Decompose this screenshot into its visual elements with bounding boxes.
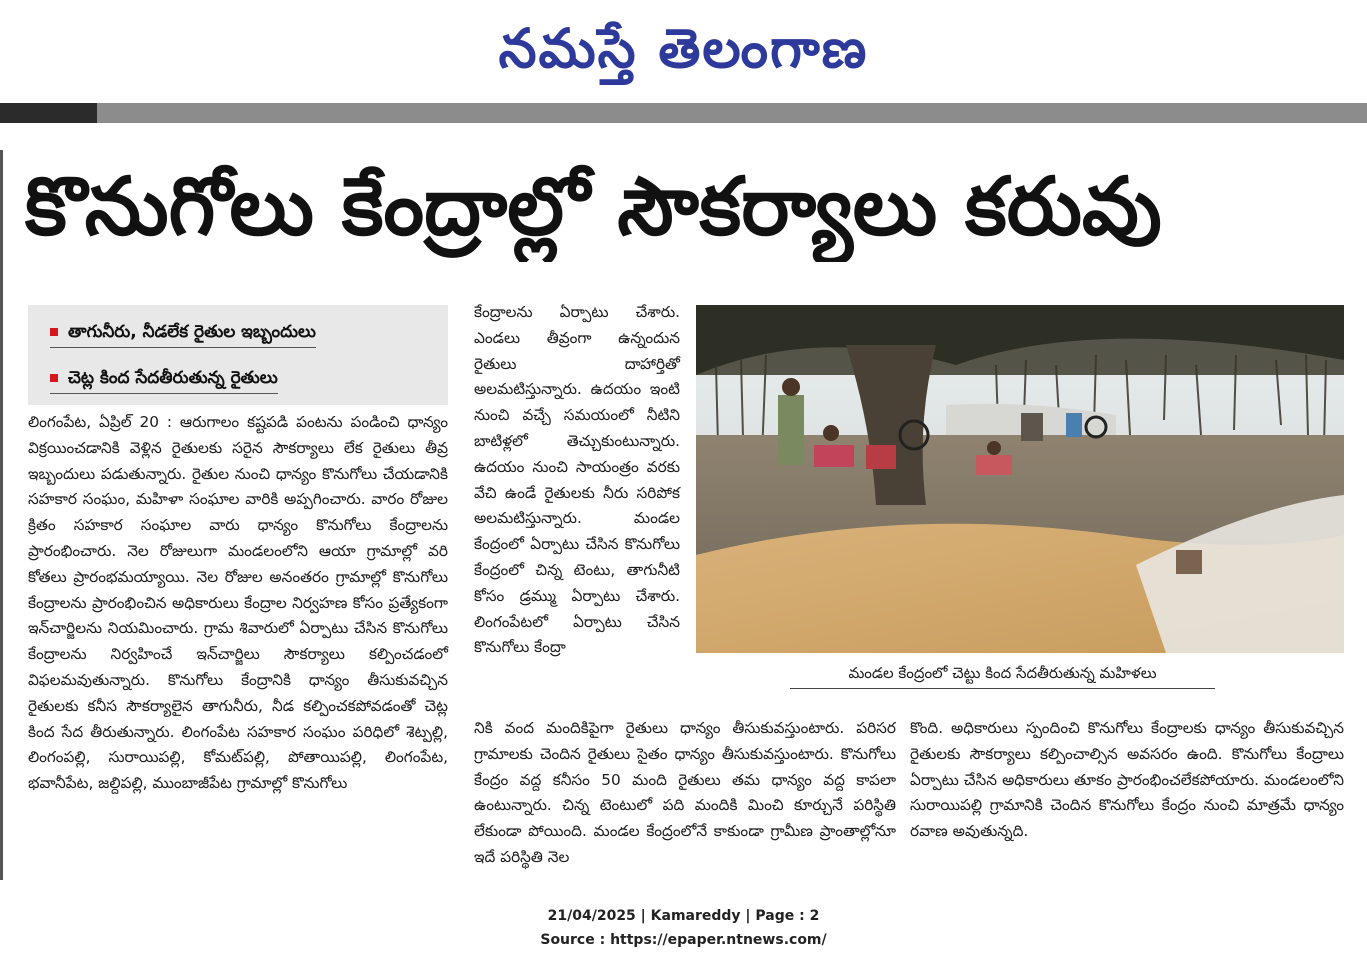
masthead-logo: నమస్తే తెలంగాణ (498, 16, 869, 80)
article-text: నికి వంద మందికిపైగా రైతులు ధాన్యం తీసుకువస్తుంటారు. పరిసర గ్రామాలకు చెందిన రైతులు సైతం ధాన్యం తీసుకువస్తుంటారు. కొనుగోలు కేంద్రం వద్ద కనీసం 50 మంది రైతులు తమ ధాన్యం వద్ద కాపలా ఉంటున్నారు. చిన్న టెంటులో పది మందికి మించి కూర్చునే పరిస్థితి లేకుండా పోయింది. మండల కేంద్రంలోనే కాకుండా గ్రామీణ ప్రాంతాల్లోనూ ఇదే పరిస్థితి నెల (474, 719, 896, 866)
red-bullet-icon (50, 328, 58, 336)
article-headline: కొనుగోలు కేంద్రాల్లో సౌకర్యాలు కరువు (25, 160, 1162, 253)
header-rule (0, 103, 1367, 123)
article-text: కొంది. అధికారులు స్పందించి కొనుగోలు కేంద్రాలకు ధాన్యం తీసుకువచ్చిన రైతులకు సౌకర్యాలు కల్పించాల్సిన అవసరం ఉంది. కొనుగోలు కేంద్రాలు ఏర్పాటు చేసిన అధికారులు తూకం ప్రారంభించలేకపోయారు. మండలంలోని సురాయిపల్లి గ్రామానికి చెందిన కొనుగోలు కేంద్రం నుంచి మాత్రమే ధాన్యం రవాణ అవుతున్నది. (910, 719, 1344, 841)
header-rule-dark (0, 103, 97, 123)
article-column-2 (474, 300, 680, 690)
highlight-item (50, 317, 316, 348)
article-column-1 (28, 410, 448, 880)
article-column-3 (910, 716, 1344, 881)
red-bullet-icon (50, 374, 58, 382)
left-border (0, 150, 3, 880)
news-photo (696, 305, 1344, 653)
article-column-2b (474, 716, 896, 881)
footer-source-line: Source : https://epaper.ntnews.com/ (540, 932, 827, 948)
highlight-text: తాగునీరు, నీడలేక రైతుల ఇబ్బందులు (68, 322, 316, 342)
highlight-text: చెట్ల కింద సేదతీరుతున్న రైతులు (68, 368, 278, 388)
highlight-item (50, 363, 278, 394)
footer-date-line: 21/04/2025 | Kamareddy | Page : 2 (547, 908, 820, 924)
highlights-box (28, 305, 448, 405)
photo-illustration (696, 305, 1344, 653)
article-text: లింగంపేట, ఏప్రిల్ 20 : ఆరుగాలం కష్టపడి పంటను పండించి ధాన్యం విక్రయించడానికి వెళ్లిన రైతులకు సరైన సౌకర్యాలు లేక రైతులు తీవ్ర ఇబ్బందులు పడుతున్నారు. రైతుల నుంచి ధాన్యం కొనుగోలు చేయడానికి సహకార సంఘం, మహిళా సంఘాల వారికి అప్పగించారు. వారం రోజుల క్రితం సహకార సంఘాల వారు ధాన్యం కొనుగోలు కేంద్రాలను ప్రారంభించారు. నెల రోజులుగా మండలంలోని ఆయా గ్రామాల్లో వరి కోతలు ప్రారంభమయ్యాయి. నెల రోజుల అనంతరం గ్రామాల్లో కొనుగోలు కేంద్రాలను ప్రారంభించిన అధికారులు కేంద్రాల నిర్వహణ కోసం ప్రత్యేకంగా ఇన్‌చార్జిలను నియమించారు. గ్రామ శివారులో ఏర్పాటు చేసిన కొనుగోలు కేంద్రాలను నిర్వహించే ఇన్‌చార్జిలు సౌకర్యాలు కల్పించడంలో విఫలమవుతున్నారు. కొనుగోలు కేంద్రానికి ధాన్యం తీసుకువచ్చిన రైతులకు కనీస సౌకర్యాలైన తాగునీరు, నీడ కల్పించకపోవడంతో చెట్ల కింద సేద తీరుతున్నారు. లింగంపేట సహకార సంఘం పరిధిలో శెట్పల్లి, లింగంపల్లి, సురాయిపల్లి, కోమట్‌పల్లి, పోతాయిపల్లి, లింగంపేట, భవానీపేట, జల్దిపల్లి, ముంబాజీపేట గ్రామాల్లో కొనుగోలు (28, 413, 448, 793)
photo-caption: మండల కేంద్రంలో చెట్టు కింద సేదతీరుతున్న మహిళలు (790, 664, 1215, 689)
article-text: కేంద్రాలను ఏర్పాటు చేశారు. ఎండలు తీవ్రంగా ఉన్నందున రైతులు దాహార్తితో అలమటిస్తున్నారు. ఉదయం ఇంటి నుంచి వచ్చే సమయంలో నీటిని బాటిళ్లలో తెచ్చుకుంటున్నారు. ఉదయం నుంచి సాయంత్రం వరకు వేచి ఉండే రైతులకు నీరు సరిపోక అలమటిస్తున్నారు. మండల కేంద్రంలో ఏర్పాటు చేసిన కొనుగోలు కేంద్రంలో చిన్న టెంటు, తాగునీటి కోసం డ్రమ్ము ఏర్పాటు చేశారు. లింగంపేటలో ఏర్పాటు చేసిన కొనుగోలు కేంద్రా (474, 303, 680, 657)
